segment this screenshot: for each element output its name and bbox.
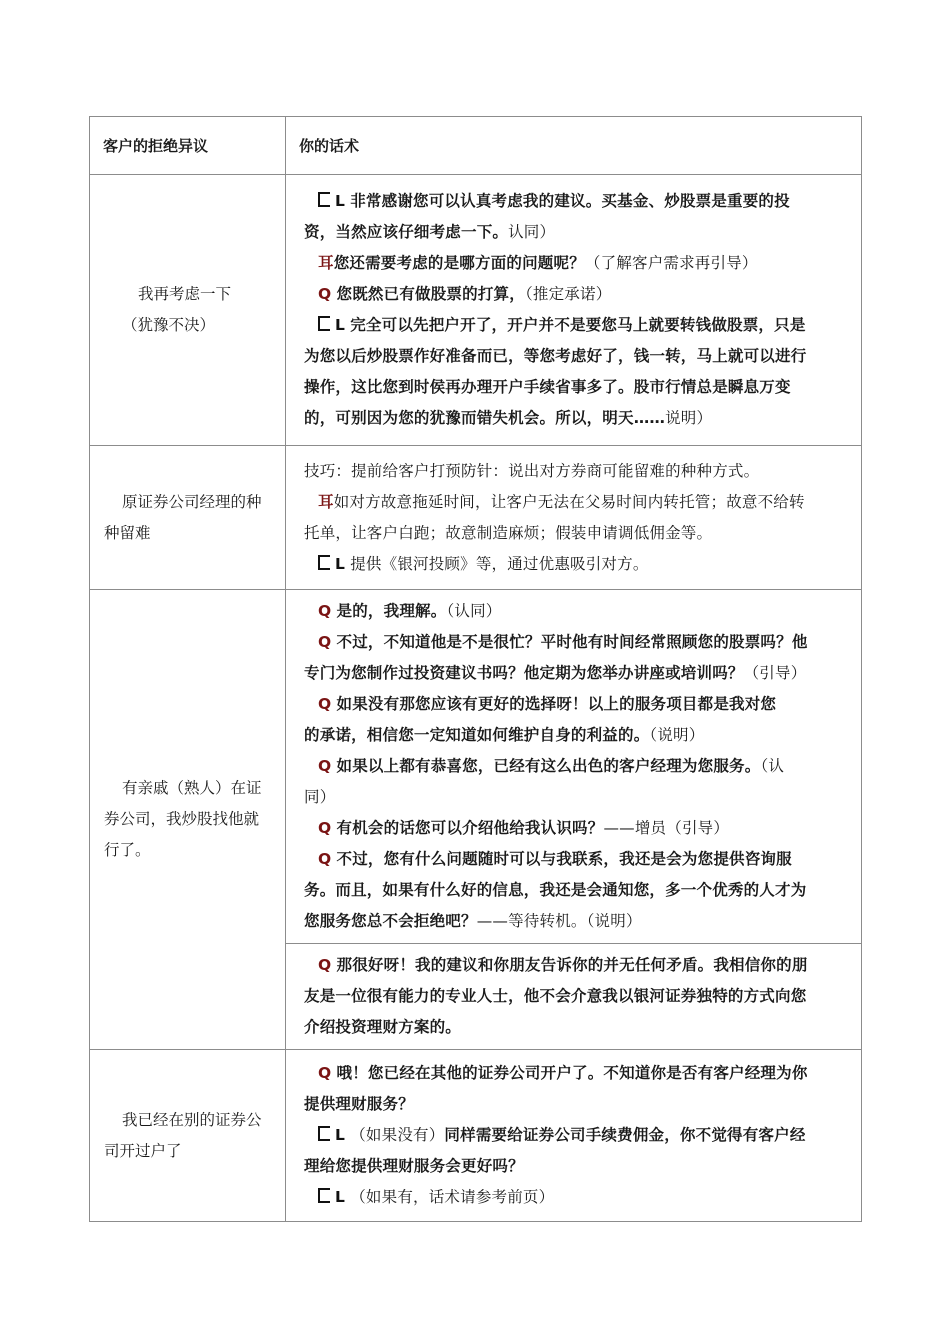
script-bold-text: 是的，我理解。	[336, 602, 447, 620]
script-bold-text: 非常感谢您可以认真考虑我的建议。买基金、炒股票是重要的投	[350, 192, 790, 210]
bracket-icon	[318, 192, 330, 207]
script-note-text: （引导）	[743, 664, 807, 682]
marker-er: 耳	[318, 492, 334, 511]
script-note-text: 认同）	[508, 223, 556, 241]
script-line	[304, 403, 853, 434]
objection-text: 司开过户了	[104, 1141, 182, 1160]
script-bold-text: 操作，这比您到时侯再办理开户手续省事多了。股市行情总是瞬息万变	[304, 378, 791, 396]
script-line	[304, 950, 853, 981]
script-line	[304, 906, 853, 937]
script-line	[304, 720, 853, 751]
objection-cell	[90, 446, 286, 590]
script-line	[304, 248, 853, 279]
marker-l: L	[335, 1126, 346, 1144]
script-note-text: （认同）	[446, 602, 502, 620]
marker-er: 耳	[318, 254, 334, 272]
marker-q: Q	[318, 633, 332, 651]
marker-q: Q	[318, 956, 332, 974]
script-bold-text: 您服务您总不会拒绝吧？	[304, 912, 477, 930]
script-cell	[286, 446, 862, 590]
script-bold-text: 务。而且，如果有什么好的信息，我还是会通知您，多一个优秀的人才为	[304, 881, 807, 899]
script-line	[304, 487, 853, 518]
script-bold-text: 理给您提供理财服务会更好吗？	[304, 1157, 524, 1175]
script-note-text: （推定承诺）	[524, 285, 612, 303]
script-bold-text: 那很好呀！我的建议和你朋友告诉你的并无任何矛盾。我相信你的朋	[336, 956, 808, 974]
script-line	[304, 372, 853, 403]
script-note-text: 说明）	[665, 409, 713, 427]
script-cell	[286, 1050, 862, 1222]
script-line	[304, 1182, 853, 1213]
script-line	[304, 1058, 853, 1089]
script-note-text: 同）	[304, 788, 336, 806]
objection-cell	[90, 175, 286, 446]
table-row	[90, 590, 862, 944]
script-line	[304, 981, 853, 1012]
script-note-text: 托单，让客户白跑；故意制造麻烦；假装申请调低佣金等。	[304, 523, 713, 542]
script-line	[304, 689, 853, 720]
script-bold-text: 专门为您制作过投资建议书吗？他定期为您举办讲座或培训吗？	[304, 664, 744, 682]
script-line	[304, 1151, 853, 1182]
script-line	[304, 1012, 853, 1043]
bracket-icon	[318, 1126, 330, 1141]
marker-q: Q	[318, 1064, 332, 1082]
script-line	[304, 782, 853, 813]
script-line	[304, 1120, 853, 1151]
script-bold-text: 如果没有那您应该有更好的选择呀！以上的服务项目都是我对您	[336, 695, 777, 713]
script-note-text: 提供《银河投顾》等，通过优惠吸引对方。	[350, 554, 649, 573]
script-cell	[286, 175, 862, 446]
script-line	[304, 456, 853, 487]
objection-text: 有亲戚（熟人）在证	[122, 779, 262, 797]
script-line	[304, 658, 853, 689]
script-line	[304, 310, 853, 341]
script-line	[304, 217, 853, 248]
objection-text: 我再考虑一下	[138, 285, 232, 303]
script-bold-text: 为您以后炒股票作好准备而已，等您考虑好了，钱一转，马上就可以进行	[304, 347, 807, 365]
table-header-row	[90, 117, 862, 175]
marker-q: Q	[318, 757, 332, 775]
objection-text: 我已经在别的证券公	[122, 1110, 262, 1129]
script-bold-text: 介绍投资理财方案的。	[304, 1018, 462, 1036]
marker-q: Q	[318, 819, 332, 837]
script-line	[304, 1089, 853, 1120]
script-note-text: 如对方故意拖延时间，让客户无法在父易时间内转托管；故意不给转	[333, 492, 805, 511]
script-bold-text: 您还需要考虑的是哪方面的问题呢？	[333, 254, 585, 272]
script-bold-text: 如果以上都有恭喜您，已经有这么出色的客户经理为您服务。	[336, 757, 761, 775]
script-note-text: ——增员（引导）	[603, 819, 730, 837]
script-note-text: （了解客户需求再引导）	[584, 254, 758, 272]
script-note-text: （如果没有）	[350, 1126, 445, 1144]
script-line	[304, 186, 853, 217]
objection-text: （犹豫不决）	[122, 316, 216, 334]
objection-text: 种留难	[104, 523, 151, 542]
script-note-text: （如果有，话术请参考前页）	[350, 1188, 555, 1206]
script-bold-text: 的，可别因为您的犹豫而错失机会。所以，明天……	[304, 409, 666, 427]
script-bold-text: 的承诺，相信您一定知道如何维护自身的利益的。	[304, 726, 650, 744]
objection-handling-table	[89, 116, 862, 1222]
script-note-text: ——等待转机。（说明）	[476, 912, 642, 930]
table-row	[90, 175, 862, 446]
bracket-icon	[318, 1188, 330, 1203]
objection-text: 原证券公司经理的种	[122, 492, 262, 511]
objection-text: 行了。	[104, 841, 151, 859]
script-cell	[286, 590, 862, 944]
script-line	[304, 627, 853, 658]
script-line	[304, 341, 853, 372]
script-line	[304, 596, 853, 627]
script-bold-text: 您既然已有做股票的打算，	[336, 285, 525, 303]
script-line	[304, 844, 853, 875]
script-bold-text: 友是一位很有能力的专业人士，他不会介意我以银河证券独特的方式向您	[304, 987, 807, 1005]
script-line	[304, 813, 853, 844]
marker-q: Q	[318, 850, 332, 868]
objection-text: 券公司，我炒股找他就	[104, 810, 260, 828]
script-bold-text: 完全可以先把户开了，开户并不是要您马上就要转钱做股票，只是	[350, 316, 806, 334]
marker-l: L	[335, 192, 346, 210]
script-bold-text: 有机会的话您可以介绍他给我认识吗？	[336, 819, 604, 837]
marker-q: Q	[318, 695, 332, 713]
script-bold-text: 不过，您有什么问题随时可以与我联系，我还是会为您提供咨询服	[336, 850, 792, 868]
marker-q: Q	[318, 285, 332, 303]
script-note-text: （认	[760, 757, 785, 775]
script-bold-text: 不过，不知道他是不是很忙？平时他有时间经常照顾您的股票吗？他	[336, 633, 808, 651]
script-bold-text: 资，当然应该仔细考虑一下。	[304, 223, 509, 241]
script-line	[304, 751, 853, 782]
script-bold-text: 同样需要给证券公司手续费佣金，你不觉得有客户经	[444, 1126, 806, 1144]
table-row	[90, 446, 862, 590]
table-row	[90, 1050, 862, 1222]
marker-l: L	[335, 1188, 346, 1206]
bracket-icon	[318, 555, 330, 570]
marker-l: L	[335, 554, 346, 573]
objection-cell	[90, 1050, 286, 1222]
script-bold-text: 哦！您已经在其他的证券公司开户了。不知道你是否有客户经理为你	[336, 1064, 808, 1082]
objection-cell	[90, 590, 286, 1050]
marker-l: L	[335, 316, 346, 334]
script-line	[304, 279, 853, 310]
bracket-icon	[318, 316, 330, 331]
script-cell	[286, 944, 862, 1050]
script-bold-text: 提供理财服务？	[304, 1095, 414, 1113]
header-script: 你的话术	[286, 117, 862, 175]
script-line	[304, 875, 853, 906]
script-line	[304, 518, 853, 549]
script-note-text: 技巧：提前给客户打预防针：说出对方券商可能留难的种种方式。	[304, 461, 760, 480]
script-note-text: （说明）	[649, 726, 705, 744]
marker-q: Q	[318, 602, 332, 620]
header-objection: 客户的拒绝异议	[90, 117, 286, 175]
script-line	[304, 549, 853, 580]
